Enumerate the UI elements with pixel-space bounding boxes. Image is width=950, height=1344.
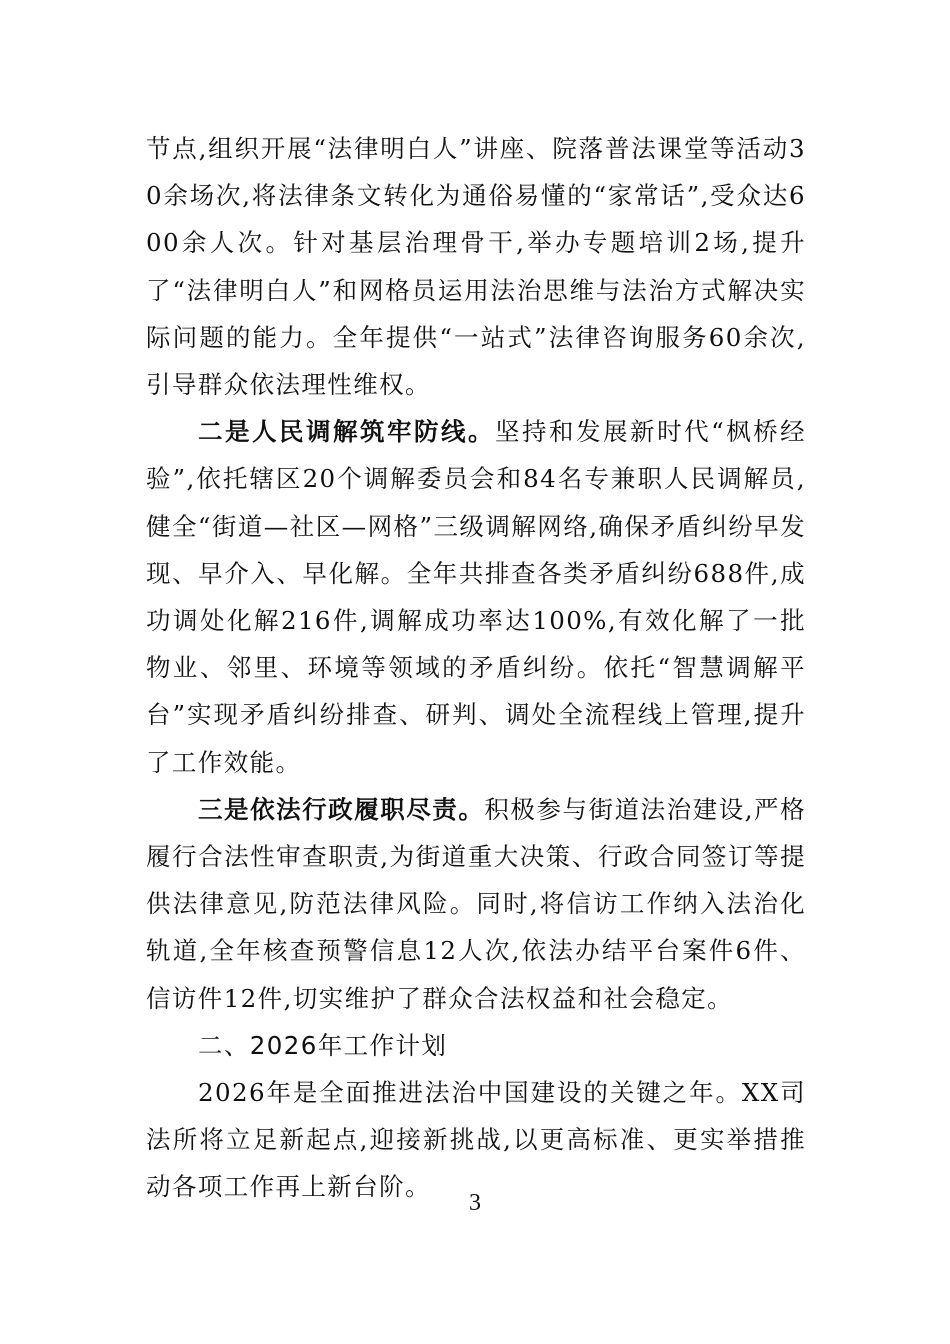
section-heading: 二、2026年工作计划 — [198, 1030, 448, 1060]
paragraph-text: 积极参与街道法治建设,严格履行合法性审查职责,为街道重大决策、行政合同签订等提供法律意见,防范法律风险。同时,将信访工作纳入法治化轨道,全年核查预警信息12人次,依法办结平台案件6件、信访件12件,切实维护了群众合法权益和社会稳定。 — [146, 794, 806, 1013]
document-page — [146, 125, 806, 1211]
paragraph-mediation — [146, 408, 806, 786]
paragraph-text: 坚持和发展新时代“枫桥经验”,依托辖区20个调解委员会和84名专兼职人民调解员,健全“街道—社区—网格”三级调解网络,确保矛盾纠纷早发现、早介入、早化解。全年共排查各类矛盾纠纷688件,成功调处化解216件,调解成功率达100%,有效化解了一批物业、邻里、环境等领域的矛盾纠纷。依托“智慧调解平台”实现矛盾纠纷排查、研判、调处全流程线上管理,提升了工作效能。 — [146, 417, 807, 777]
page-number: 3 — [469, 1190, 481, 1216]
paragraph-text: 节点,组织开展“法律明白人”讲座、院落普法课堂等活动30余场次,将法律条文转化为通俗易懂的“家常话”,受众达600余人次。针对基层治理骨干,举办专题培训2场,提升了“法律明白人”和网格员运用法治思维与法治方式解决实际问题的能力。全年提供“一站式”法律咨询服务60余次,引导群众依法理性维权。 — [146, 134, 806, 400]
paragraph-lead: 二是人民调解筑牢防线。 — [198, 417, 496, 447]
paragraph-continuation — [146, 125, 806, 408]
paragraph-administration — [146, 786, 806, 1022]
paragraph-lead: 三是依法行政履职尽责。 — [198, 794, 485, 824]
paragraph-text: 2026年是全面推进法治中国建设的关键之年。XX司法所将立足新起点,迎接新挑战,以更高标准、更实举措推动各项工作再上新台阶。 — [146, 1078, 806, 1202]
